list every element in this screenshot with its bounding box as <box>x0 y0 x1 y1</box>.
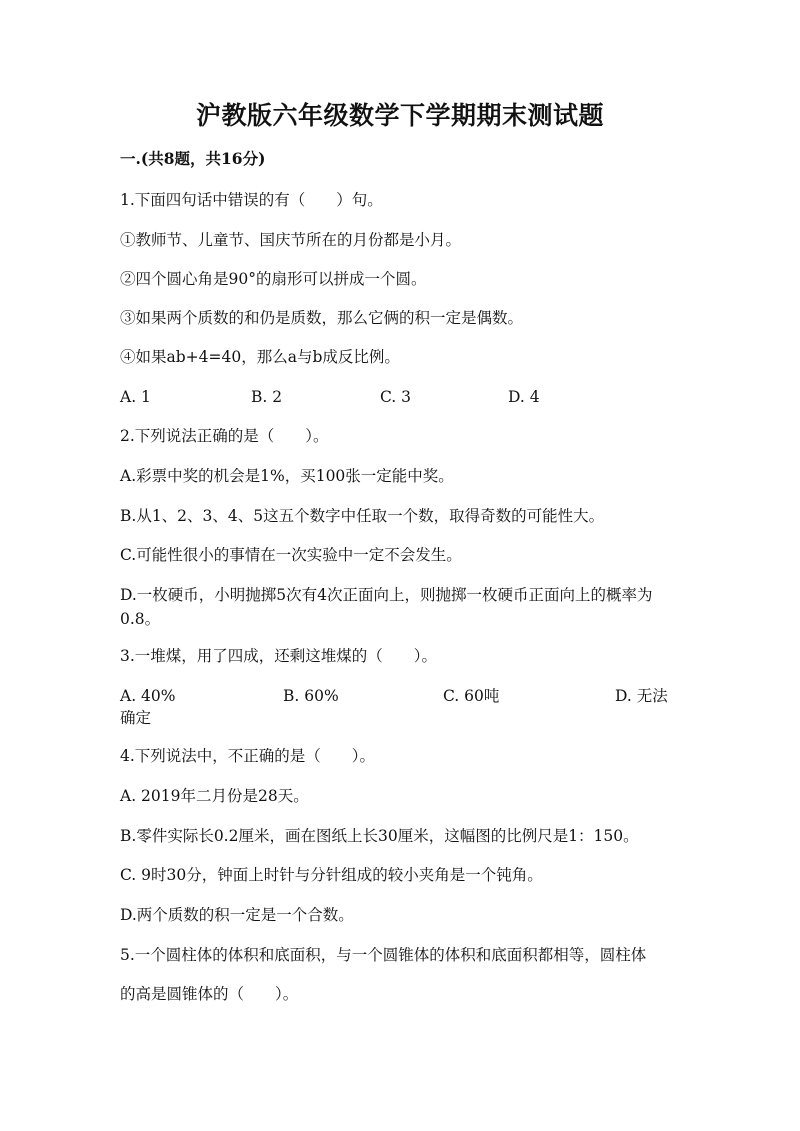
question-2-option-d: D.一枚硬币，小明抛掷5次有4次正面向上，则抛掷一枚硬币正面向上的概率为0.8。 <box>120 586 653 628</box>
question-2-option-b: B.从1、2、3、4、5这五个数字中任取一个数，取得奇数的可能性大。 <box>120 507 605 525</box>
question-1-option-c: C. 3 <box>380 388 412 406</box>
question-5-stem-line-1: 5.一个圆柱体的体积和底面积，与一个圆锥体的体积和底面积都相等，圆柱体 <box>120 946 647 964</box>
section-heading: 一.(共8题，共16分) <box>120 149 266 168</box>
question-1-stem: 1.下面四句话中错误的有（ ）句。 <box>120 191 383 209</box>
question-5-stem-line-2: 的高是圆锥体的（ ）。 <box>120 985 299 1003</box>
question-1-option-b: B. 2 <box>251 388 283 406</box>
question-1-statement-1: ①教师节、儿童节、国庆节所在的月份都是小月。 <box>120 231 462 249</box>
question-4-option-a: A. 2019年二月份是28天。 <box>120 787 309 805</box>
question-2-option-c: C.可能性很小的事情在一次实验中一定不会发生。 <box>120 546 462 564</box>
question-1-option-d: D. 4 <box>508 388 540 406</box>
page-title: 沪教版六年级数学下学期期末测试题 <box>195 101 604 130</box>
question-2-stem: 2.下列说法正确的是（ ）。 <box>120 427 329 445</box>
question-4-option-c: C. 9时30分，钟面上时针与分针组成的较小夹角是一个钝角。 <box>120 866 543 884</box>
question-3-stem: 3.一堆煤，用了四成，还剩这堆煤的（ ）。 <box>120 647 438 665</box>
question-3-option-a: A. 40% <box>120 687 176 705</box>
question-2-option-a: A.彩票中奖的机会是1%，买100张一定能中奖。 <box>120 467 454 485</box>
question-1-option-a: A. 1 <box>120 388 151 406</box>
question-1-statement-4: ④如果ab+4=40，那么a与b成反比例。 <box>120 348 400 366</box>
question-1-statement-2: ②四个圆心角是90°的扇形可以拼成一个圆。 <box>120 270 427 288</box>
question-4-stem: 4.下列说法中，不正确的是（ ）。 <box>120 747 376 765</box>
question-3-option-d: D. 无法 <box>615 687 668 705</box>
question-3-option-c: C. 60吨 <box>443 687 500 705</box>
question-3-option-b: B. 60% <box>283 687 339 705</box>
question-4-option-b: B.零件实际长0.2厘米，画在图纸上长30厘米，这幅图的比例尺是1：150。 <box>120 827 639 845</box>
question-3-option-d-continued: 确定 <box>120 709 152 727</box>
question-1-statement-3: ③如果两个质数的和仍是质数，那么它俩的积一定是偶数。 <box>120 309 524 327</box>
question-4-option-d: D.两个质数的积一定是一个合数。 <box>120 906 354 924</box>
